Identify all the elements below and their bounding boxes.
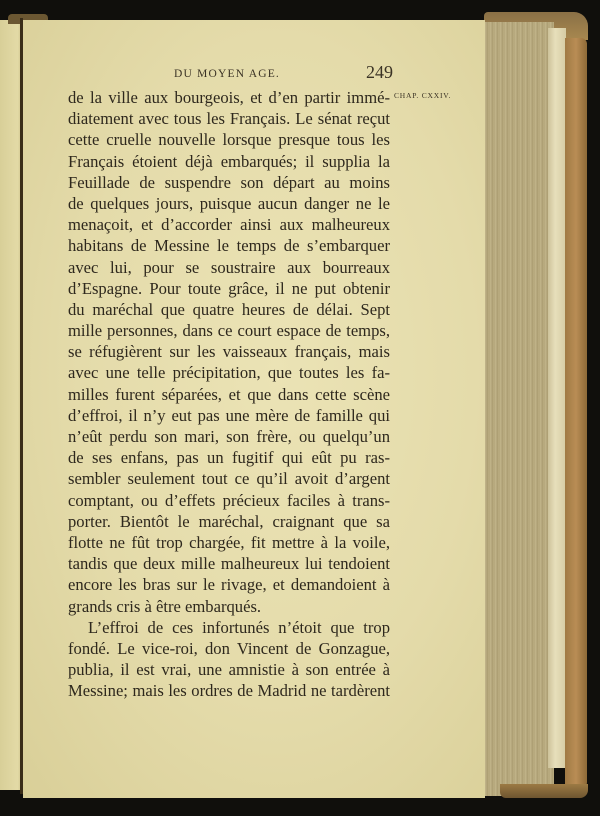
text-line: cette cruelle nouvelle lorsque presque tous les <box>68 130 390 150</box>
body-text <box>68 87 390 701</box>
running-head: DU MOYEN AGE. <box>174 68 280 80</box>
endpaper-edge <box>548 28 566 768</box>
page-edges <box>484 22 554 796</box>
text-line: habitans de Messine le temps de s’embarquer <box>68 236 390 256</box>
text-line: encore les bras sur le rivage, et demandoient à <box>68 575 390 595</box>
text-line: se réfugièrent sur les vaisseaux français, mais <box>68 342 390 362</box>
text-line: de quelques jours, puisque aucun danger ne le <box>68 193 390 213</box>
paragraph-1 <box>68 87 390 617</box>
book-cover-edge <box>565 38 587 790</box>
text-line: d’effroi, il n’y eut pas une mère de famille qui <box>68 405 390 425</box>
text-line: menaçoit, et d’accorder ainsi aux malheureux <box>68 215 390 235</box>
text-line: flotte ne fût trop chargée, fit mettre à la voile, <box>68 532 390 552</box>
text-line: porter. Bientôt le maréchal, craignant que sa <box>68 511 390 531</box>
text-line: comptant, ou d’effets précieux faciles à trans- <box>68 490 390 510</box>
text-line: avec une telle précipitation, que toutes les fa- <box>68 363 390 383</box>
text-line: n’eût perdu son mari, son frère, ou quelqu’un <box>68 427 390 446</box>
text-line: diatement avec tous les Français. Le sénat reçut <box>68 109 390 129</box>
text-line: milles furent séparées, et que dans cette scène <box>68 384 390 404</box>
text-line: de la ville aux bourgeois, et d’en partir immé- <box>68 88 390 107</box>
text-line: publia, il est vrai, une amnistie à son entrée à <box>68 660 390 680</box>
text-line: grands cris à être embarqués. <box>68 596 262 616</box>
text-line: Français étoient déjà embarqués; il supplia la <box>68 151 390 171</box>
text-line: mille personnes, dans ce court espace de temps, <box>68 321 390 341</box>
text-line: fondé. Le vice-roi, don Vincent de Gonzague, <box>68 638 390 658</box>
cover-bottom-edge <box>500 784 588 798</box>
text-line: Messine; mais les ordres de Madrid ne tardèrent <box>68 681 390 701</box>
paragraph-2 <box>68 617 390 702</box>
page-number: 249 <box>366 62 393 82</box>
chapter-margin-note: CHAP. CXXIV. <box>394 91 452 100</box>
text-line: d’Espagne. Pour toute grâce, il ne put obtenir <box>68 278 390 298</box>
text-line: Feuillade de suspendre son départ au moins <box>68 172 390 192</box>
text-line: tandis que deux mille malheureux lui tendoient <box>68 554 390 574</box>
text-line: sembler seulement tout ce qu’il avoit d’argent <box>68 469 390 489</box>
text-line: du maréchal que quatre heures de délai. Sept <box>68 299 390 319</box>
text-line: avec lui, pour se soustraire aux bourreaux <box>68 257 390 277</box>
text-line: de ses enfans, pas un fugitif qui eût pu ras- <box>68 448 390 468</box>
text-line: L’effroi de ces infortunés n’étoit que trop <box>88 617 390 637</box>
left-page-edge <box>0 20 22 790</box>
